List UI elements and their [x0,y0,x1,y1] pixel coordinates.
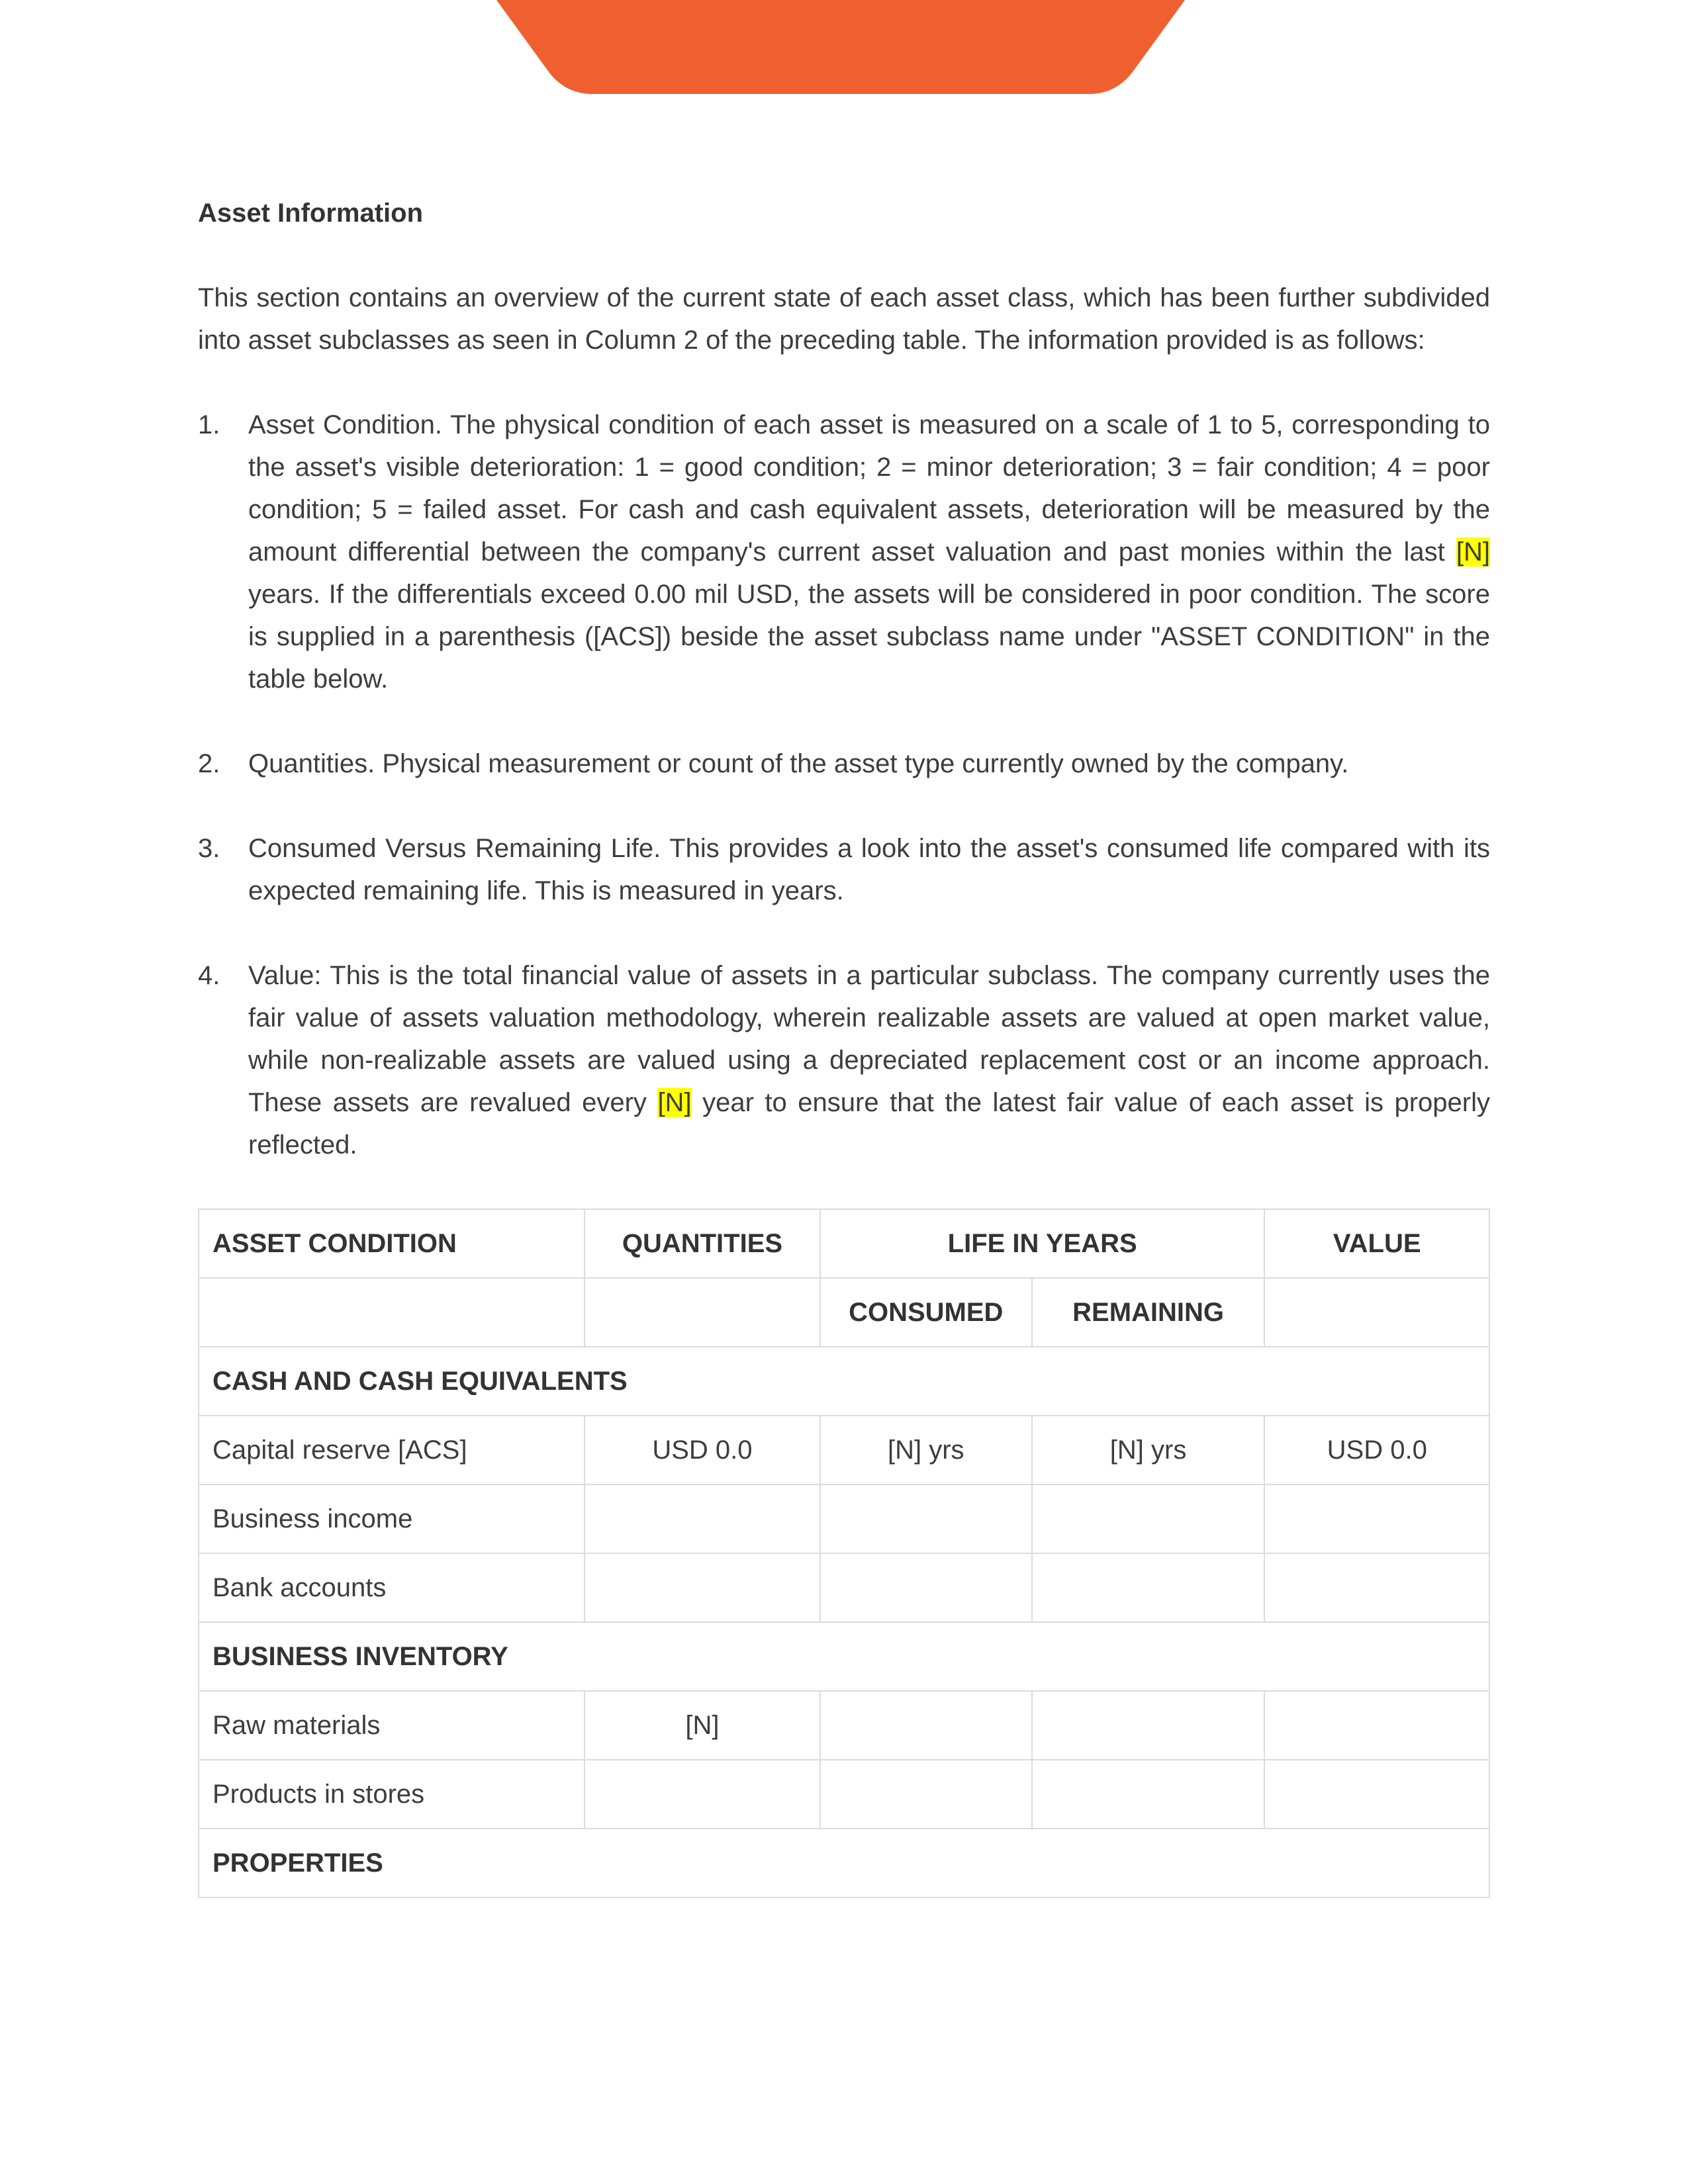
table-subheader-row [199,1278,1489,1347]
document-body [198,192,1490,1898]
consumed-cell [820,1484,1032,1553]
numbered-list [198,404,1490,1166]
header-tab-path [496,0,1185,94]
header-consumed: CONSUMED [820,1278,1032,1347]
value-cell: USD 0.0 [1264,1416,1489,1484]
consumed-cell [820,1760,1032,1829]
intro-paragraph: This section contains an overview of the current state of each asset class, which has been further subdivided into asset subclasses as seen in Column 2 of the preceding table. The information provided is as follows: [198,283,1490,355]
consumed-cell [820,1691,1032,1760]
list-number: 3. [198,834,220,863]
remaining-cell [1032,1691,1265,1760]
empty-cell [199,1278,585,1347]
highlight-placeholder: [N] [657,1088,692,1117]
section-title: CASH AND CASH EQUIVALENTS [199,1347,1489,1416]
quantity-cell: USD 0.0 [585,1416,820,1484]
asset-name-cell: Business income [199,1484,585,1553]
value-cell [1264,1553,1489,1622]
list-number: 4. [198,961,220,990]
empty-cell [585,1278,820,1347]
list-number: 2. [198,749,220,778]
list-text: years. If the differentials exceed 0.00 mil USD, the assets will be considered in poor condition. The score is supplied in a parenthesis ([ACS]) beside the asset subclass name under "ASSET CONDITION" in the table below. [248,580,1490,694]
empty-cell [1264,1278,1489,1347]
remaining-cell [1032,1484,1265,1553]
section-title: PROPERTIES [199,1829,1489,1897]
remaining-cell [1032,1760,1265,1829]
section-row [199,1622,1489,1691]
asset-name-cell: Bank accounts [199,1553,585,1622]
remaining-cell: [N] yrs [1032,1416,1265,1484]
header-asset-condition: ASSET CONDITION [199,1209,585,1278]
list-item [198,954,1490,1166]
consumed-cell: [N] yrs [820,1416,1032,1484]
list-text: Quantities. Physical measurement or count of the asset type currently owned by the company. [248,749,1349,778]
header-value: VALUE [1264,1209,1489,1278]
header-tab-shape [496,0,1185,94]
list-text: Value: This is the total financial value of assets in a particular subclass. The company currently uses the fair value of assets valuation methodology, wherein realizable assets are valued at open market value, while non-realizable assets are valued using a depreciated replacement cost or an income approach. These assets are revalued every [248,961,1490,1117]
asset-table [198,1208,1490,1898]
list-item [198,827,1490,912]
asset-name-cell: Products in stores [199,1760,585,1829]
header-remaining: REMAINING [1032,1278,1265,1347]
table-row [199,1691,1489,1760]
asset-name-cell: Capital reserve [ACS] [199,1416,585,1484]
section-heading: Asset Information [198,199,424,228]
quantity-cell [585,1760,820,1829]
list-item [198,743,1490,785]
table-row [199,1553,1489,1622]
list-number: 1. [198,410,220,439]
list-text: Asset Condition. The physical condition of each asset is measured on a scale of 1 to 5, corresponding to the asset's visible deterioration: 1 = good condition; 2 = minor deterioration; 3 = fair condition; 4 = poor condition; 5 = failed asset. For cash and cash equivalent assets, deterioration will be measured by the amount differential between the company's current asset valuation and past monies within the last [248,410,1490,567]
table-row [199,1416,1489,1484]
quantity-cell [585,1484,820,1553]
table-row [199,1760,1489,1829]
value-cell [1264,1760,1489,1829]
list-item [198,404,1490,700]
remaining-cell [1032,1553,1265,1622]
list-text: Consumed Versus Remaining Life. This provides a look into the asset's consumed life compared with its expected remaining life. This is measured in years. [248,834,1490,905]
header-quantities: QUANTITIES [585,1209,820,1278]
header-life-in-years: LIFE IN YEARS [820,1209,1265,1278]
value-cell [1264,1484,1489,1553]
section-row [199,1347,1489,1416]
highlight-placeholder: [N] [1456,537,1490,567]
consumed-cell [820,1553,1032,1622]
list-text: year to ensure that the latest fair value of each asset is properly reflected. [248,1088,1491,1160]
section-title: BUSINESS INVENTORY [199,1622,1489,1691]
table-header-row [199,1209,1489,1278]
table-row [199,1484,1489,1553]
section-row [199,1829,1489,1897]
value-cell [1264,1691,1489,1760]
quantity-cell [585,1553,820,1622]
quantity-cell: [N] [585,1691,820,1760]
asset-name-cell: Raw materials [199,1691,585,1760]
